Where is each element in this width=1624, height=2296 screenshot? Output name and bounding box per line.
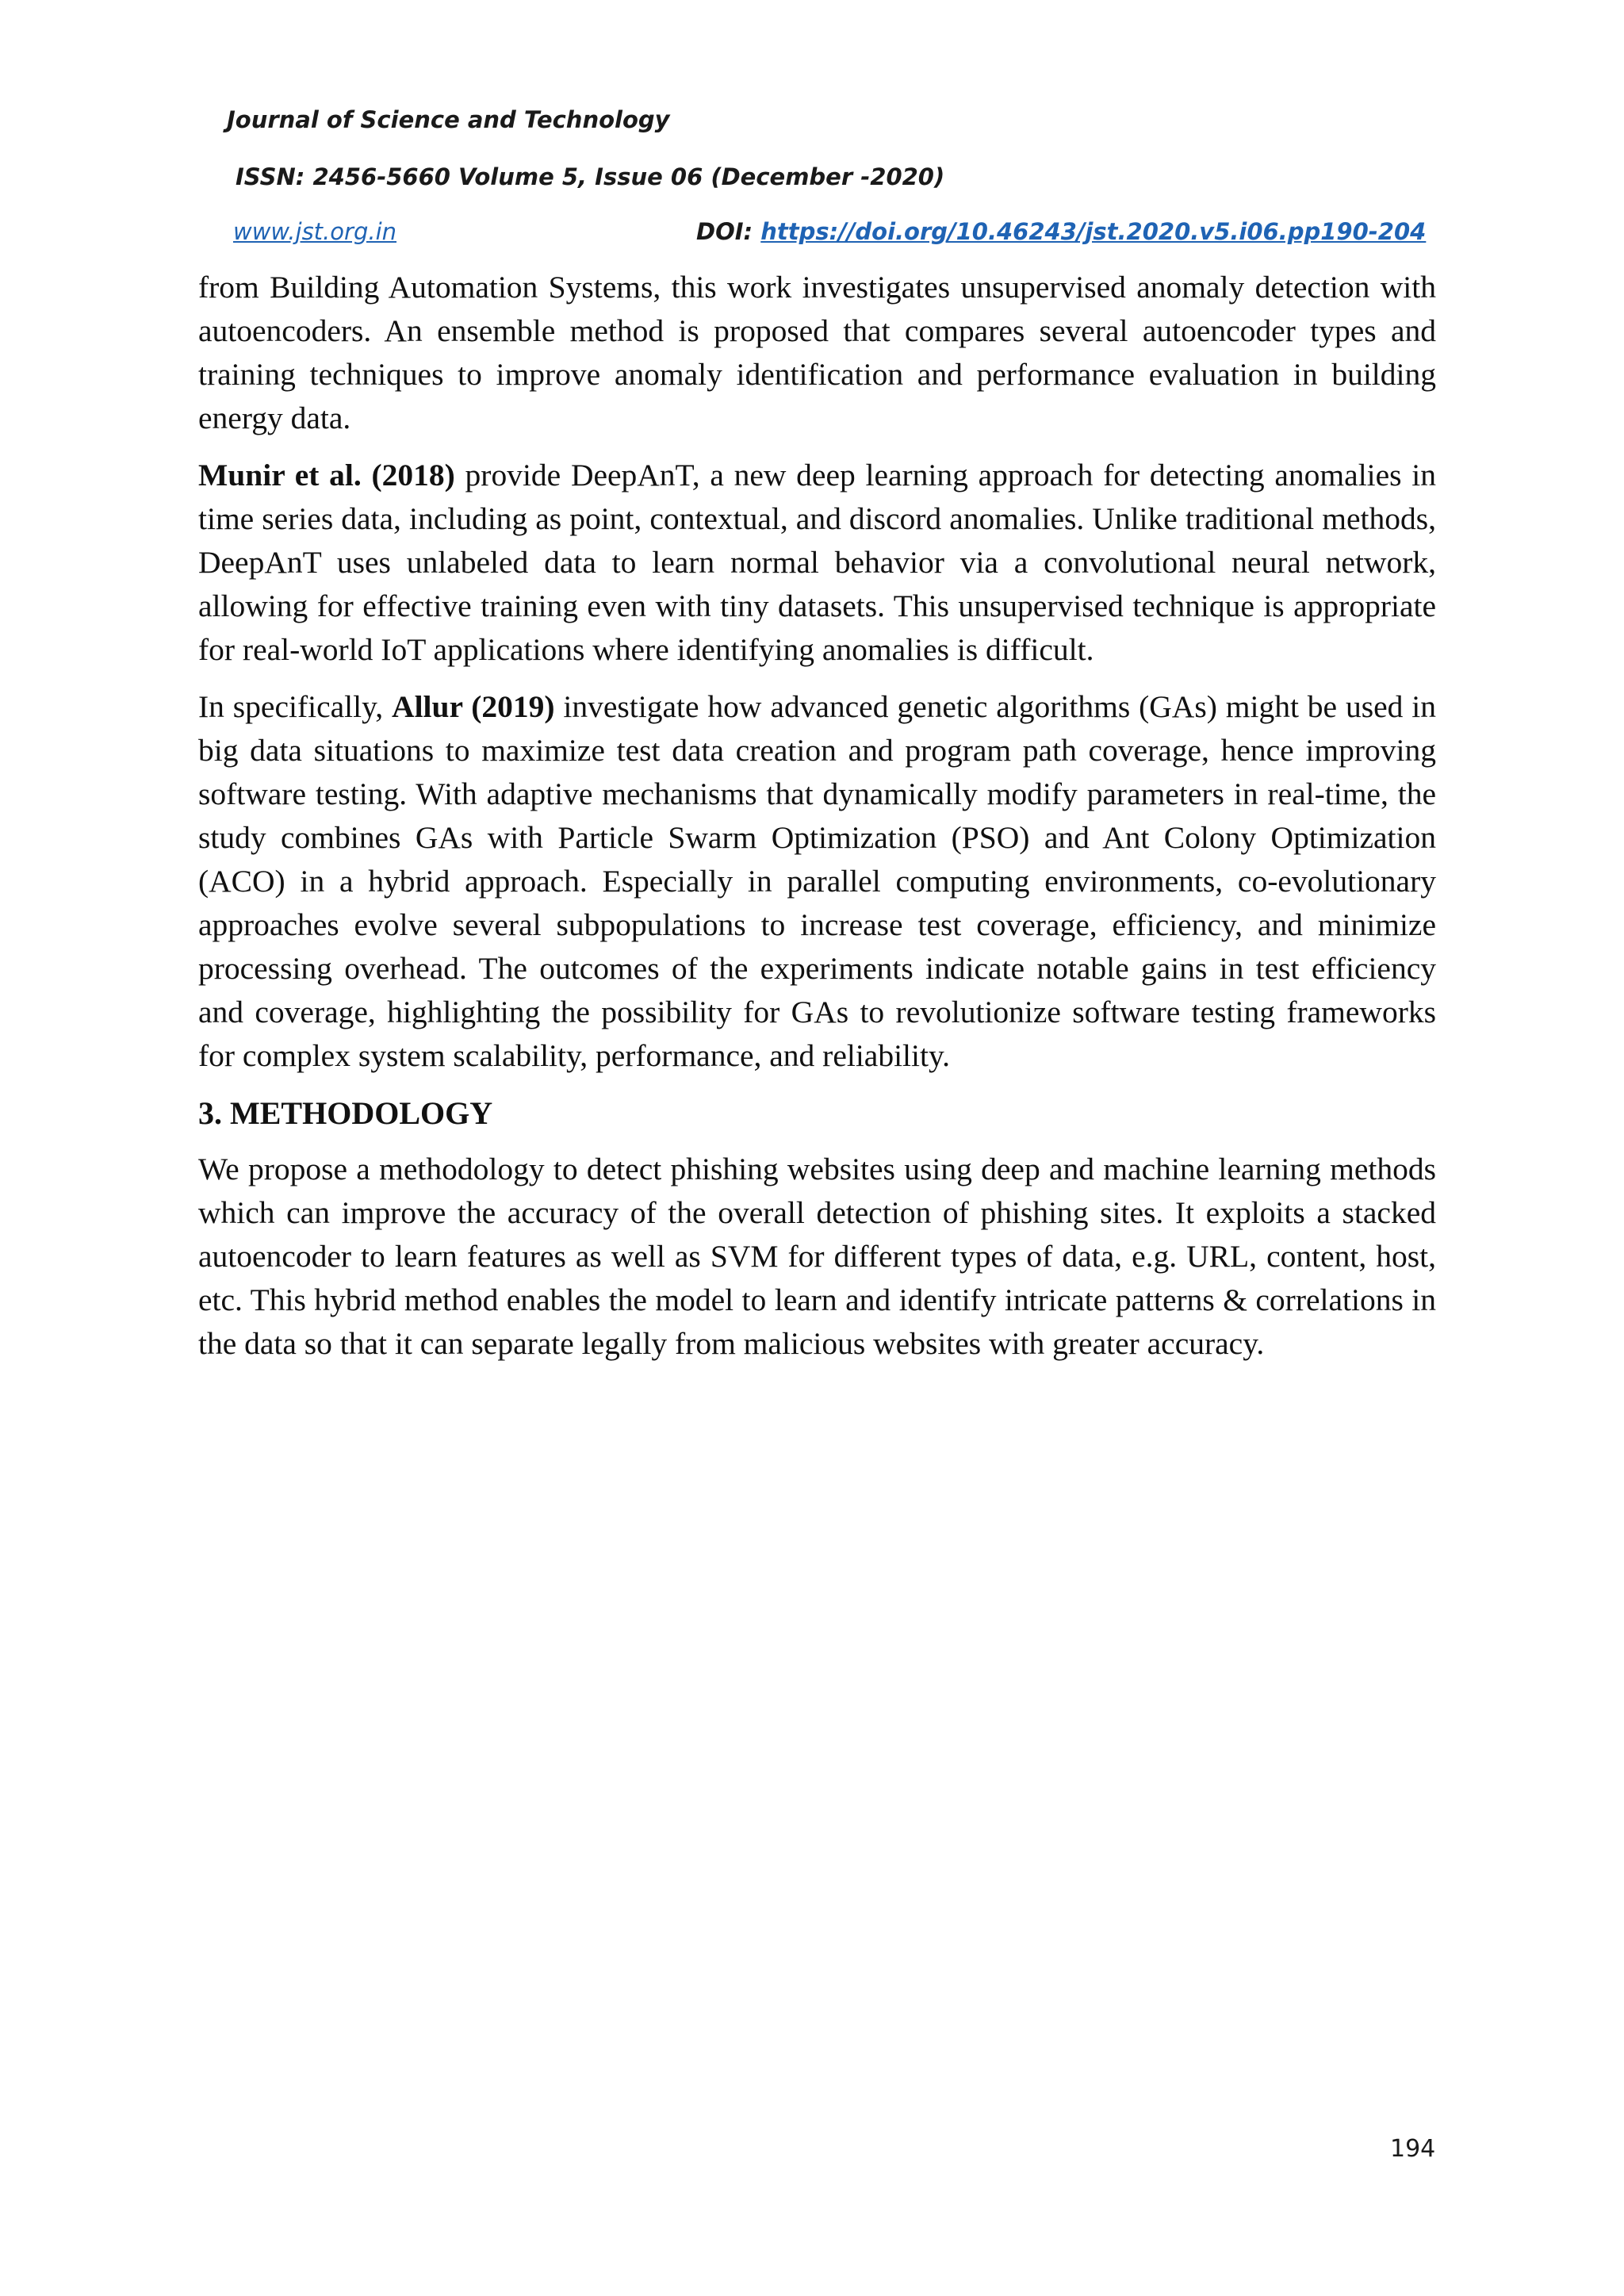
journal-website-link[interactable]: www.jst.org.in [233,218,397,245]
issn-volume-line: ISSN: 2456-5660 Volume 5, Issue 06 (December -2020) [236,163,945,190]
paragraph-deepant [198,454,1436,672]
paragraph-deepant-text: provide DeepAnT, a new deep learning approach for detecting anomalies in time series data, including as point, contextual, and discord anomalies. Unlike traditional methods, DeepAnT uses unlabeled data to learn normal behavior via a convolutional neural network, allowing for effective training even with tiny datasets. This unsupervised technique is appropriate for real-world IoT applications where identifying anomalies is difficult. [198,458,1436,667]
citation-allur: Allur (2019) [392,689,555,724]
page-header [0,0,1624,262]
paragraph-ga-prefix: In specifically, [198,689,393,724]
doi-label: DOI: [696,218,753,245]
journal-title: Journal of Science and Technology [227,106,670,133]
doi-link[interactable]: https://doi.org/10.46243/jst.2020.v5.i06.pp190-204 [760,218,1427,245]
section-heading-methodology: 3. METHODOLOGY [198,1095,493,1131]
paragraph-ga-text: investigate how advanced genetic algorithms (GAs) might be used in big data situations to maximize test data creation and program path coverage, hence improving software testing. With adaptive mechanisms that dynamically modify parameters in real-time, the study combines GAs with Particle Swarm Optimization (PSO) and Ant Colony Optimization (ACO) in a hybrid approach. Especially in parallel computing environments, co-evolutionary approaches evolve several subpopulations to increase test coverage, efficiency, and minimize processing overhead. The outcomes of the experiments indicate notable gains in test efficiency and coverage, highlighting the possibility for GAs to revolutionize software testing frameworks for complex system scalability, performance, and reliability. [198,689,1436,1073]
doi-group [696,218,1426,245]
citation-munir: Munir et al. (2018) [198,458,455,493]
paragraph-methodology: We propose a methodology to detect phishing websites using deep and machine learning methods which can improve the accuracy of the overall detection of phishing sites. It exploits a stacked autoencoder to learn features as well as SVM for different types of data, e.g. URL, content, host, etc. This hybrid method enables the model to learn and identify intricate patterns & correlations in the data so that it can separate legally from malicious websites with greater accuracy. [198,1152,1436,1361]
article-body [198,266,1436,1379]
paragraph-building-automation: from Building Automation Systems, this work investigates unsupervised anomaly detection with autoencoders. An ensemble method is proposed that compares several autoencoder types and training techniques to improve anomaly identification and performance evaluation in building energy data. [198,270,1436,435]
paragraph-genetic-algorithms [198,685,1436,1078]
page-number: 194 [1390,2135,1436,2163]
